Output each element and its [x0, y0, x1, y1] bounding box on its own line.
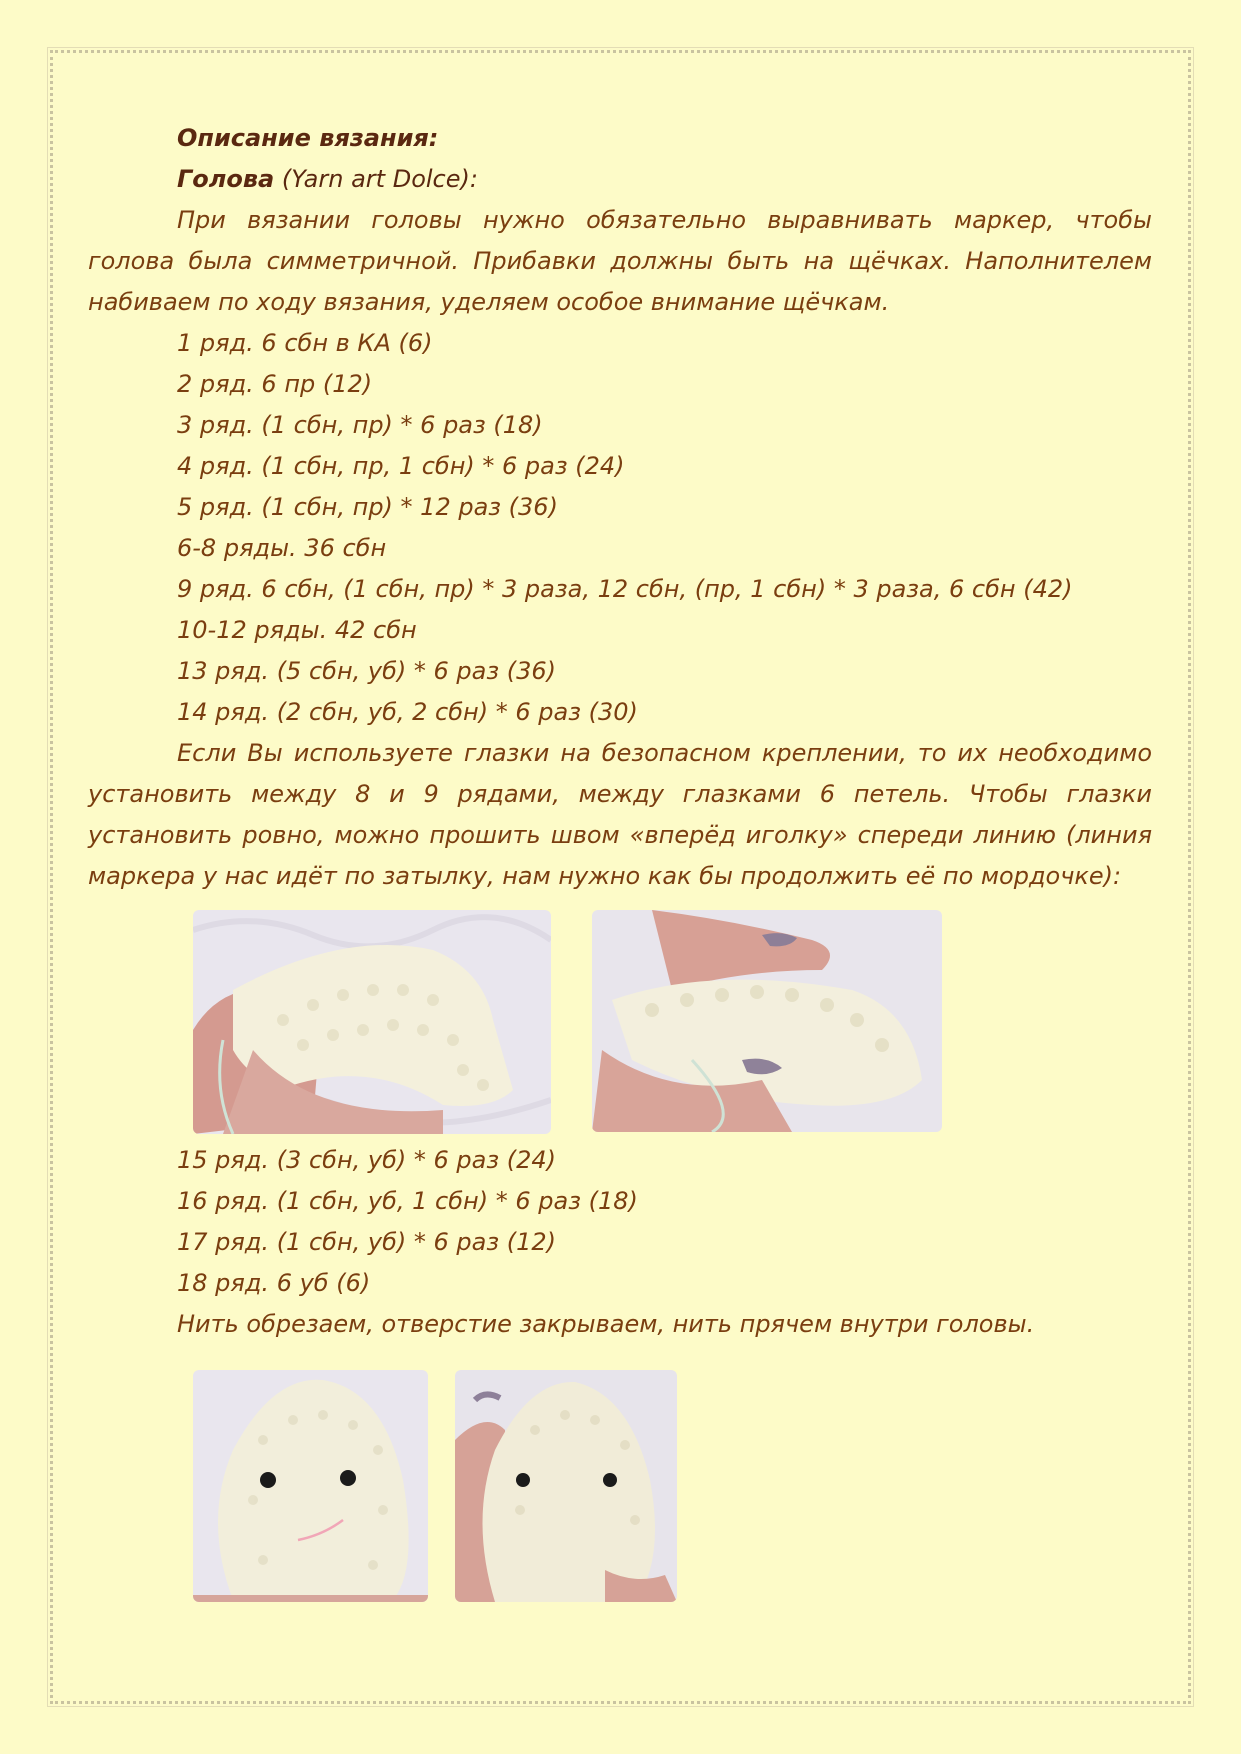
photo-head-side-1	[193, 910, 551, 1134]
intro-line: При вязании головы нужно обязательно выравнивать маркер, чтобы	[177, 206, 1152, 234]
row-instruction: 14 ряд. (2 сбн, уб, 2 сбн) * 6 раз (30)	[177, 698, 638, 726]
page-title: Описание вязания:	[177, 124, 439, 152]
row-instruction: 10-12 ряды. 42 сбн	[177, 616, 417, 644]
eyes-line: Если Вы используете глазки на безопасном креплении, то их необходимо	[177, 739, 1152, 767]
intro-line: набиваем по ходу вязания, уделяем особое внимание щёчкам.	[88, 288, 890, 316]
row-instruction: 13 ряд. (5 сбн, уб) * 6 раз (36)	[177, 657, 557, 685]
rows-list-1	[88, 323, 1152, 733]
section-heading: Голова (Yarn art Dolce):	[177, 165, 478, 193]
photo-head-front-2	[455, 1370, 677, 1602]
eyes-line: установить ровно, можно прошить швом «вперёд иголку» спереди линию (линия	[88, 821, 1152, 849]
row-instruction: 3 ряд. (1 сбн, пр) * 6 раз (18)	[177, 411, 543, 439]
row-instruction: 1 ряд. 6 сбн в КА (6)	[177, 329, 433, 357]
row-instruction: 15 ряд. (3 сбн, уб) * 6 раз (24)	[177, 1146, 557, 1174]
row-instruction: 17 ряд. (1 сбн, уб) * 6 раз (12)	[177, 1228, 557, 1256]
row-instruction: 16 ряд. (1 сбн, уб, 1 сбн) * 6 раз (18)	[177, 1187, 638, 1215]
rows-list-2	[88, 1140, 1152, 1345]
eyes-line: установить между 8 и 9 рядами, между глазками 6 петель. Чтобы глазки	[88, 780, 1152, 808]
row-instruction: 9 ряд. 6 сбн, (1 сбн, пр) * 3 раза, 12 сбн, (пр, 1 сбн) * 3 раза, 6 сбн (42)	[177, 575, 1073, 603]
photo-head-front-1	[193, 1370, 428, 1602]
photo-head-side-2	[592, 910, 942, 1132]
row-instruction: 18 ряд. 6 уб (6)	[177, 1269, 371, 1297]
row-instruction: 5 ряд. (1 сбн, пр) * 12 раз (36)	[177, 493, 558, 521]
row-instruction: 4 ряд. (1 сбн, пр, 1 сбн) * 6 раз (24)	[177, 452, 625, 480]
document-body	[88, 118, 1152, 1345]
closing-note: Нить обрезаем, отверстие закрываем, нить прячем внутри головы.	[177, 1310, 1035, 1338]
eyes-line: маркера у нас идёт по затылку, нам нужно как бы продолжить её по мордочке):	[88, 862, 1122, 890]
row-instruction: 6-8 ряды. 36 сбн	[177, 534, 387, 562]
row-instruction: 2 ряд. 6 пр (12)	[177, 370, 373, 398]
intro-paragraph	[88, 200, 1152, 323]
eyes-paragraph	[88, 733, 1152, 897]
intro-line: голова была симметричной. Прибавки должны быть на щёчках. Наполнителем	[88, 247, 1152, 275]
